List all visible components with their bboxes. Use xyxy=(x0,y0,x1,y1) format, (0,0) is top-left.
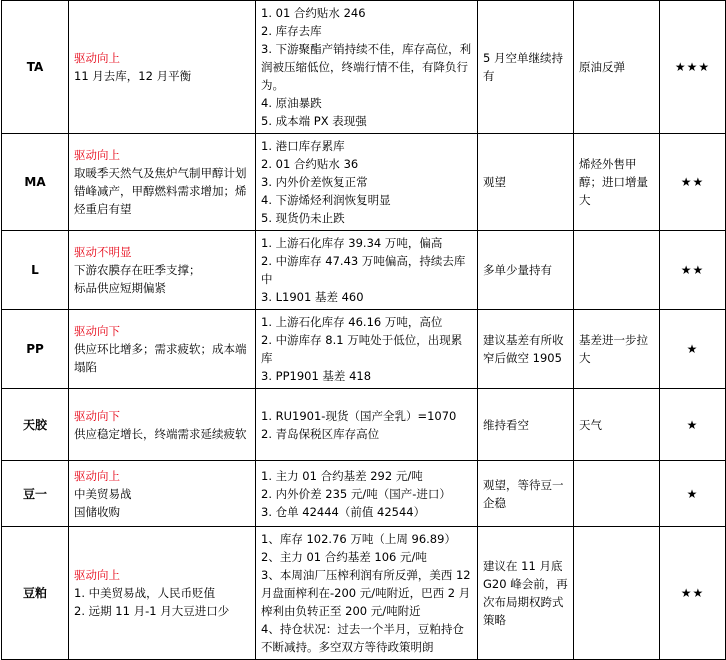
table-row xyxy=(2,310,726,389)
rating-stars: ★★★ xyxy=(660,1,726,134)
table-row xyxy=(2,1,726,134)
rating-stars: ★ xyxy=(660,389,726,461)
details-cell xyxy=(256,461,478,527)
rating-stars: ★★ xyxy=(660,231,726,310)
strategy-cell: 维持看空 xyxy=(478,389,574,461)
detail-line: 2. 青岛保税区库存高位 xyxy=(261,426,380,441)
detail-line: 1、库存 102.76 万吨（上周 96.89） xyxy=(261,532,456,546)
commodity-name: 豆一 xyxy=(2,461,69,527)
risk-cell xyxy=(574,461,660,527)
table-row xyxy=(2,231,726,310)
detail-line: 1. RU1901-现货（国产全乳）=1070 xyxy=(261,408,457,423)
driver-cell xyxy=(69,231,256,310)
summary-line: 11 月去库，12 月平衡 xyxy=(74,69,192,83)
commodity-name: 豆粕 xyxy=(2,527,69,660)
strategy-cell: 建议基差有所收窄后做空 1905 xyxy=(478,310,574,389)
driver-cell xyxy=(69,1,256,134)
rating-stars: ★★ xyxy=(660,134,726,231)
detail-line: 3. 下游聚酯产销持续不佳，库存高位，利润被压缩低位，终端行情不佳，有降负行为。 xyxy=(261,42,472,92)
summary-line: 2. 远期 11 月-1 月大豆进口少 xyxy=(74,604,230,618)
rating-stars: ★ xyxy=(660,310,726,389)
table-row xyxy=(2,134,726,231)
details-cell xyxy=(256,389,478,461)
detail-line: 4. 下游烯烃利润恢复明显 xyxy=(261,193,391,207)
summary-line: 中美贸易战 xyxy=(74,486,132,501)
detail-line: 4. 原油暴跌 xyxy=(261,96,322,110)
summary-line: 国储收购 xyxy=(74,504,120,519)
table-row xyxy=(2,461,726,527)
strategy-cell: 建议在 11 月底 G20 峰会前，再次布局期权跨式策略 xyxy=(478,527,574,660)
commodity-name: L xyxy=(2,231,69,310)
driver-cell xyxy=(69,527,256,660)
detail-line: 2. 库存去库 xyxy=(261,24,322,38)
detail-line: 2. 内外价差 235 元/吨（国产-进口） xyxy=(261,486,451,501)
detail-line: 3. 仓单 42444（前值 42544） xyxy=(261,504,426,519)
detail-line: 3、本周油厂压榨利润有所反弹，美西 12 月盘面榨利在-200 元/吨附近，巴西 2 月榨利由负转正至 200 元/吨附近 xyxy=(261,568,471,618)
details-cell xyxy=(256,134,478,231)
detail-line: 1. 01 合约贴水 246 xyxy=(261,6,366,20)
driver-cell xyxy=(69,461,256,527)
detail-line: 3. PP1901 基差 418 xyxy=(261,369,372,383)
details-cell xyxy=(256,527,478,660)
direction-label: 驱动向上 xyxy=(74,51,120,65)
table-row xyxy=(2,389,726,461)
detail-line: 1. 主力 01 合约基差 292 元/吨 xyxy=(261,468,423,483)
commodity-name: MA xyxy=(2,134,69,231)
summary-line: 标品供应短期偏紧 xyxy=(74,281,166,295)
rating-stars: ★ xyxy=(660,461,726,527)
strategy-cell: 观望，等待豆一企稳 xyxy=(478,461,574,527)
strategy-cell: 5 月空单继续持有 xyxy=(478,1,574,134)
detail-line: 5. 成本端 PX 表现强 xyxy=(261,114,367,128)
commodity-name: 天胶 xyxy=(2,389,69,461)
table-row xyxy=(2,527,726,660)
direction-label: 驱动不明显 xyxy=(74,245,132,259)
risk-cell: 基差进一步拉大 xyxy=(574,310,660,389)
details-cell xyxy=(256,231,478,310)
commodity-name: PP xyxy=(2,310,69,389)
detail-line: 1. 上游石化库存 39.34 万吨，偏高 xyxy=(261,236,443,250)
detail-line: 5. 现货仍未止跌 xyxy=(261,211,345,225)
detail-line: 1. 上游石化库存 46.16 万吨，高位 xyxy=(261,315,443,329)
strategy-cell: 多单少量持有 xyxy=(478,231,574,310)
detail-line: 3. L1901 基差 460 xyxy=(261,290,364,304)
detail-line: 2. 中游库存 47.43 万吨偏高，持续去库中 xyxy=(261,254,466,286)
risk-cell xyxy=(574,231,660,310)
driver-cell xyxy=(69,310,256,389)
summary-line: 1. 中美贸易战，人民币贬值 xyxy=(74,586,216,600)
risk-cell: 烯烃外售甲醇；进口增量大 xyxy=(574,134,660,231)
details-cell xyxy=(256,1,478,134)
detail-line: 2. 中游库存 8.1 万吨处于低位，出现累库 xyxy=(261,333,463,365)
summary-line: 供应环比增多；需求疲软；成本端塌陷 xyxy=(74,342,247,374)
rating-stars: ★★ xyxy=(660,527,726,660)
strategy-cell: 观望 xyxy=(478,134,574,231)
commodity-name: TA xyxy=(2,1,69,134)
direction-label: 驱动向下 xyxy=(74,324,120,338)
summary-line: 下游农膜存在旺季支撑； xyxy=(74,263,201,277)
detail-line: 4、持仓状况：过去一个半月，豆粕持仓不断减持。多空双方等待政策明朗 xyxy=(261,622,464,654)
direction-label: 驱动向上 xyxy=(74,148,120,162)
detail-line: 3. 内外价差恢复正常 xyxy=(261,175,368,189)
details-cell xyxy=(256,310,478,389)
commodity-table xyxy=(1,0,726,660)
detail-line: 1. 港口库存累库 xyxy=(261,139,345,153)
driver-cell xyxy=(69,389,256,461)
summary-line: 供应稳定增长，终端需求延续疲软 xyxy=(74,426,247,441)
risk-cell xyxy=(574,527,660,660)
risk-cell: 天气 xyxy=(574,389,660,461)
risk-cell: 原油反弹 xyxy=(574,1,660,134)
direction-label: 驱动向上 xyxy=(74,468,120,483)
detail-line: 2、主力 01 合约基差 106 元/吨 xyxy=(261,550,427,564)
direction-label: 驱动向上 xyxy=(74,568,120,582)
driver-cell xyxy=(69,134,256,231)
summary-line: 取暖季天然气及焦炉气制甲醇计划错峰减产，甲醇燃料需求增加；烯烃重启有望 xyxy=(74,166,247,216)
direction-label: 驱动向下 xyxy=(74,408,120,423)
detail-line: 2. 01 合约贴水 36 xyxy=(261,157,359,171)
